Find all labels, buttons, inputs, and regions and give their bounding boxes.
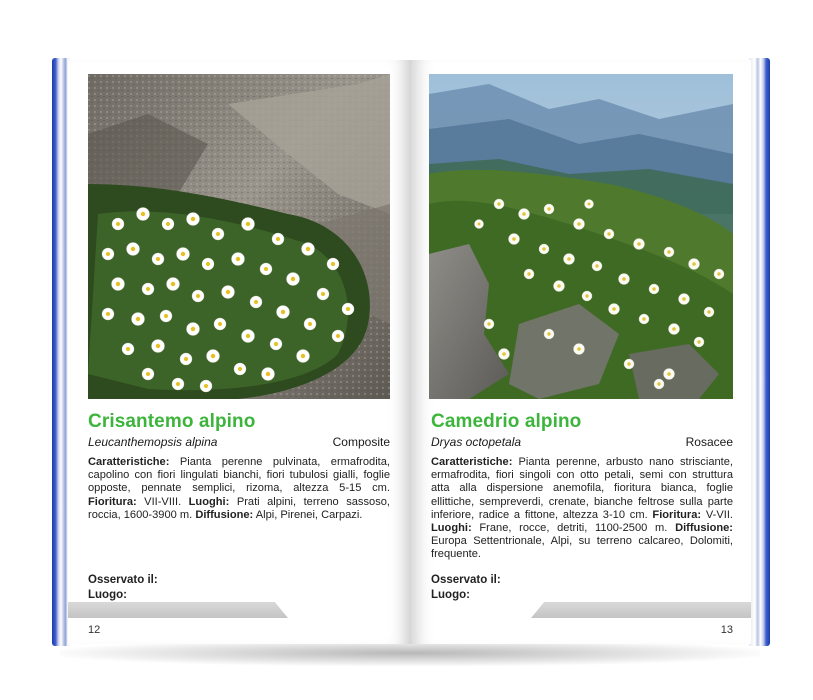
latin-name: Leucanthemopsis alpina — [88, 435, 218, 449]
plant-family: Composite — [332, 435, 390, 449]
right-page — [411, 60, 751, 644]
gray-stripe — [68, 602, 288, 618]
desc-label-caratteristiche: Caratteristiche: — [88, 456, 170, 468]
desc-text-luoghi: Frane, rocce, detriti, 1100-2500 m. — [471, 522, 676, 535]
species-description — [88, 456, 390, 522]
book-page-edges-right — [749, 58, 770, 646]
dryas-photo-icon — [429, 74, 733, 399]
crisantemo-photo — [88, 74, 390, 399]
desc-label-caratteristiche: Caratteristiche: — [431, 456, 513, 468]
desc-text-diffusione: Europa Settentrionale, Alpi, su terreno calcareo, Dolomiti, frequente. — [431, 535, 733, 561]
desc-text-fioritura: VII-VIII. — [136, 495, 189, 508]
desc-label-fioritura: Fioritura: — [652, 508, 702, 521]
place-label: Luogo: — [431, 589, 470, 601]
latin-name: Dryas octopetala — [431, 435, 522, 449]
desc-label-diffusione: Diffusione: — [675, 522, 733, 535]
page-number: 13 — [720, 624, 733, 636]
plant-family: Rosacee — [685, 435, 733, 449]
species-title: Camedrio alpino — [431, 411, 582, 432]
desc-label-luoghi: Luoghi: — [431, 522, 472, 535]
gray-stripe — [531, 602, 751, 618]
species-title: Crisantemo alpino — [88, 411, 256, 432]
desc-label-luoghi: Luoghi: — [188, 495, 230, 508]
species-description — [431, 456, 733, 562]
desc-text-diffusione: Alpi, Pirenei, Carpazi. — [253, 508, 363, 521]
observed-label: Osservato il: — [88, 574, 158, 586]
daisy-photo-icon — [88, 74, 390, 399]
desc-text-luoghi: Prati alpini, terreno sassoso, roccia, 1600-3900 m. — [88, 495, 390, 521]
desc-label-fioritura: Fioritura: — [88, 495, 137, 508]
page-number: 12 — [88, 624, 101, 636]
place-label: Luogo: — [88, 589, 127, 601]
desc-text-caratteristiche: Pianta perenne pulvinata, ermafrodita, capolino con fiori lingulati bianchi, fiori tubulosi gialli, foglie opposte, pennate semplici, rizoma, altezza 5-15 cm. — [88, 456, 390, 495]
camedrio-photo — [429, 74, 733, 399]
desc-text-fioritura: V-VII. — [701, 508, 733, 521]
left-page — [68, 60, 411, 644]
observed-label: Osservato il: — [431, 574, 501, 586]
desc-label-diffusione: Diffusione: — [195, 508, 254, 521]
desc-text-caratteristiche: Pianta perenne, arbusto nano strisciante, ermafrodita, fiori singoli con otto petali, semi con struttura atta alla dispersione anemofila, fioritura bianca, foglie ellittiche, sempreverdi, crenate, bianche feltrose sulla parte inferiore, radice a fittone, altezza 3-10 cm. — [431, 456, 733, 521]
